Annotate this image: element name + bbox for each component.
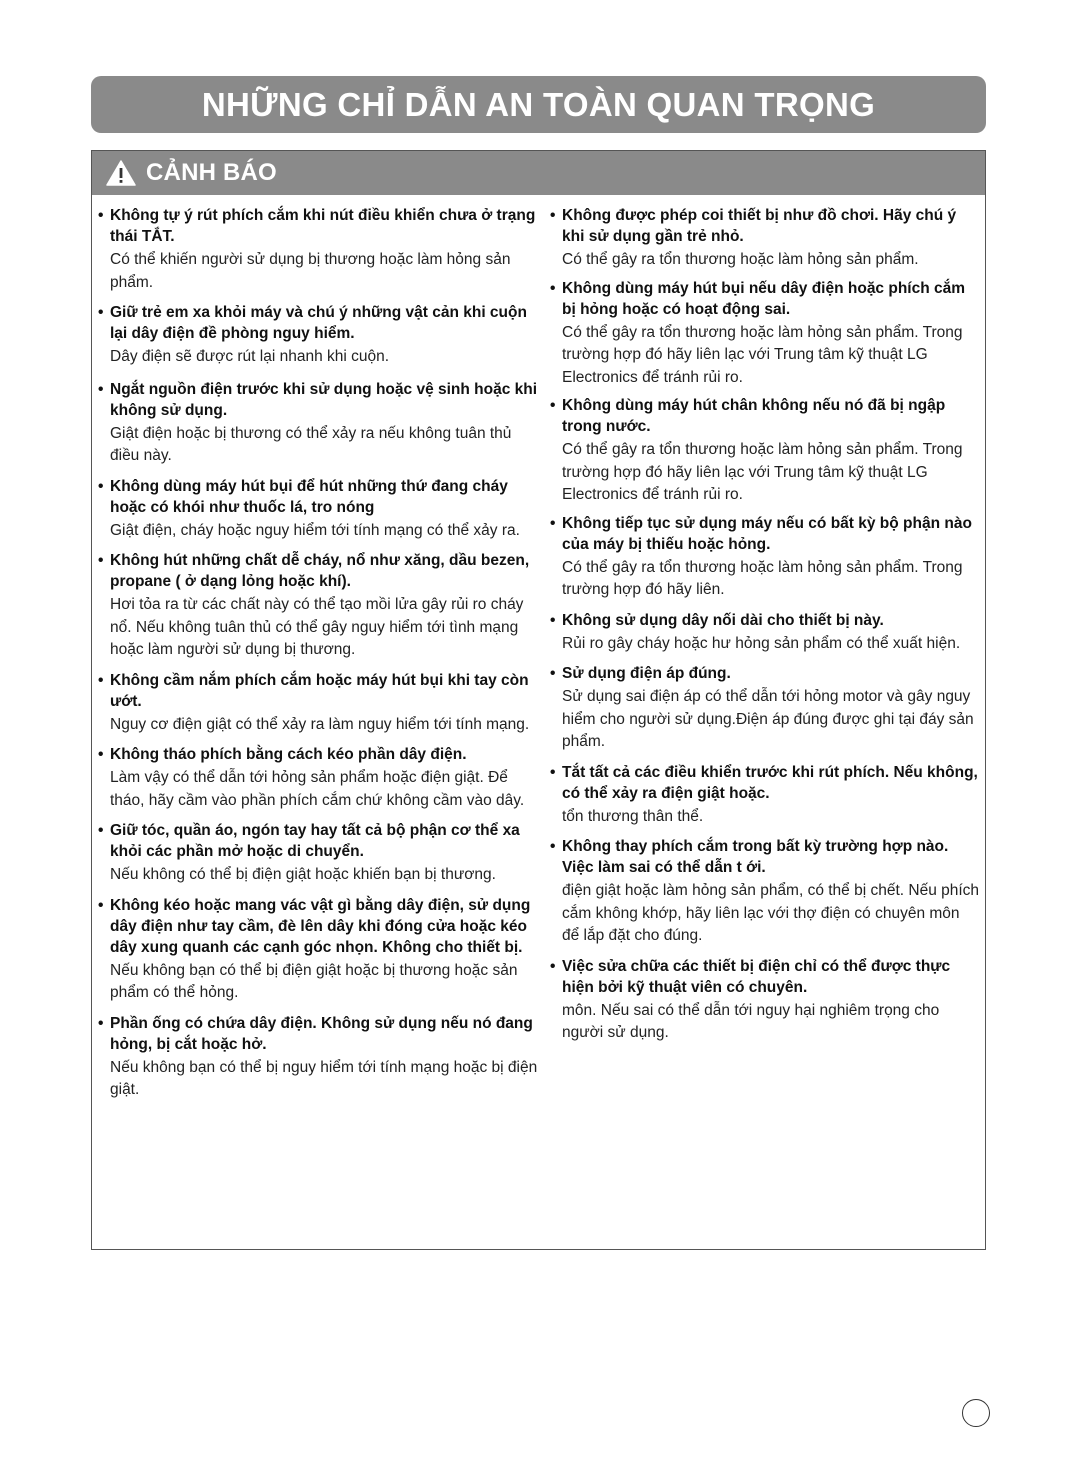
warning-item (98, 744, 538, 812)
warning-item (550, 836, 980, 948)
warning-item-text: Hơi tỏa ra từ các chất này có thể tạo mồi lửa gây rủi ro cháy nổ. Nếu không tuân thủ có thể gây nguy hiểm tới tình mạng hoặc làm người sử dụng bị thương. (110, 596, 524, 658)
warning-item-text: Giật điện, cháy hoặc nguy hiểm tới tính mạng có thể xảy ra. (110, 521, 520, 539)
warning-item (98, 820, 538, 887)
warning-item (98, 302, 538, 369)
warning-item (550, 610, 980, 656)
page-title: NHỮNG CHỈ DẪN AN TOÀN QUAN TRỌNG (201, 85, 876, 123)
right-column (550, 205, 980, 1045)
warning-item (98, 205, 538, 294)
warning-item-heading: • Không tự ý rút phích cắm khi nút điều khiển chưa ở trạng thái TẮT. (98, 205, 538, 247)
warning-item (550, 663, 980, 754)
warning-item-text: Giật điện hoặc bị thương có thể xảy ra nếu không tuân thủ điều này. (110, 424, 512, 464)
warning-item (550, 395, 980, 507)
warning-item (98, 476, 538, 543)
warning-item-heading: • Không tiếp tục sử dụng máy nếu có bất kỳ bộ phận nào của máy bị thiếu hoặc hỏng. (550, 513, 980, 555)
warning-item-text: Nếu không có thể bị điện giật hoặc khiến bạn bị thương. (110, 866, 496, 883)
page-title-bar (91, 76, 986, 133)
warning-item-heading: • Không sử dụng dây nối dài cho thiết bị này. (550, 610, 980, 631)
warning-item-text: điện giật hoặc làm hỏng sản phẩm, có thể bị chết. Nếu phích cắm không khớp, hãy liên lạc với thợ điện có chuyên môn để lắp đặt cho đúng. (562, 882, 980, 944)
warning-item-heading: • Giữ tóc, quần áo, ngón tay hay tất cả bộ phận cơ thể xa khỏi các phần mở hoặc di chuyển. (98, 820, 538, 862)
warning-item-heading: • Không tháo phích bằng cách kéo phần dây điện. (98, 744, 538, 765)
warning-item (550, 513, 980, 602)
warning-item-text: Có thể gây ra tổn thương hoặc làm hỏng sản phẩm. (562, 251, 919, 268)
warning-item-heading: • Giữ trẻ em xa khỏi máy và chú ý những vật cản khi cuộn lại dây điện đề phòng nguy hiểm. (98, 302, 538, 344)
warning-item-heading: • Không cầm nắm phích cắm hoặc máy hút bụi khi tay còn ướt. (98, 670, 538, 712)
warning-item-text: Nếu không bạn có thể bị điện giật hoặc bị thương hoặc sản phẩm có thể hỏng. (110, 961, 518, 1001)
warning-item (98, 895, 538, 1005)
warning-item-heading: • Không dùng máy hút bụi để hút những thứ đang cháy hoặc có khói như thuốc lá, tro nóng (98, 476, 538, 518)
warning-header (92, 151, 985, 195)
warning-item-heading: • Việc sửa chữa các thiết bị điện chỉ có thể được thực hiện bởi kỹ thuật viên có chuyên. (550, 956, 980, 998)
warning-item-text: tổn thương thân thể. (562, 807, 704, 825)
warning-item (550, 205, 980, 272)
warning-item-heading: • Không dùng máy hút chân không nếu nó đã bị ngập trong nước. (550, 395, 980, 437)
warning-item (98, 550, 538, 662)
warning-item-heading: • Không được phép coi thiết bị như đồ chơi. Hãy chú ý khi sử dụng gần trẻ nhỏ. (550, 205, 980, 247)
warning-item (550, 278, 980, 390)
left-column (98, 205, 538, 1102)
warning-item-text: Có thể gây ra tổn thương hoặc làm hỏng sản phẩm. Trong trường hợp đó hãy liên lạc với Trung tâm kỹ thuật LG Electronics để tránh rủi ro. (562, 441, 963, 503)
warning-item-text: môn. Nếu sai có thể dẫn tới nguy hại nghiêm trọng cho người sử dụng. (562, 1001, 940, 1041)
warning-item (550, 762, 980, 829)
warning-item-heading: • Không thay phích cắm trong bất kỳ trường hợp nào. Việc làm sai có thể dẫn t ới. (550, 836, 980, 878)
warning-item-text: Nếu không bạn có thể bị nguy hiểm tới tính mạng hoặc bị điện giật. (110, 1058, 538, 1098)
warning-label: CẢNH BÁO (146, 159, 277, 186)
warning-item-text: Dây điện sẽ được rút lại nhanh khi cuộn. (110, 348, 390, 365)
warning-item-heading: • Phần ống có chứa dây điện. Không sử dụng nếu nó đang hỏng, bị cắt hoặc hở. (98, 1013, 538, 1055)
warning-item (98, 670, 538, 737)
warning-item-heading: • Sử dụng điện áp đúng. (550, 663, 980, 684)
warning-item-text: Làm vậy có thể dẫn tới hỏng sản phẩm hoặc điện giật. Để tháo, hãy cầm vào phần phích cắm chứ không cầm vào dây. (110, 769, 525, 809)
page-number-circle (962, 1399, 990, 1427)
warning-item-text: Nguy cơ điện giật có thể xảy ra làm nguy hiểm tới tính mạng. (110, 715, 530, 733)
warning-item-text: Có thể gây ra tổn thương hoặc làm hỏng sản phẩm. Trong trường hợp đó hãy liên lạc với Trung tâm kỹ thuật LG Electronics để tránh rủi ro. (562, 323, 963, 386)
warning-item-heading: • Tắt tất cả các điều khiển trước khi rút phích. Nếu không, có thể xảy ra điện giật hoặc. (550, 762, 980, 804)
warning-item (550, 956, 980, 1045)
warning-triangle-icon (106, 160, 136, 186)
warning-item-text: Sử dụng sai điện áp có thể dẫn tới hỏng motor và gây nguy hiểm cho người sử dụng.Điện áp đúng được ghi tại đáy sản phẩm. (562, 688, 974, 750)
warning-item (98, 379, 538, 468)
warning-item-heading: • Không hút những chất dễ cháy, nổ như xăng, dầu bezen, propane ( ở dạng lỏng hoặc khí). (98, 550, 538, 592)
warning-item-text: Có thể gây ra tổn thương hoặc làm hỏng sản phẩm. Trong trường hợp đó hãy liên. (562, 558, 963, 598)
warning-item-heading: • Không dùng máy hút bụi nếu dây điện hoặc phích cắm bị hỏng hoặc có hoạt động sai. (550, 278, 980, 320)
warning-item-text: Rủi ro gây cháy hoặc hư hỏng sản phẩm có thể xuất hiện. (562, 634, 961, 652)
warning-item-heading: • Ngắt nguồn điện trước khi sử dụng hoặc vệ sinh hoặc khi không sử dụng. (98, 379, 538, 421)
warning-item (98, 1013, 538, 1102)
warning-item-text: Có thể khiến người sử dụng bị thương hoặc làm hỏng sản phẩm. (110, 251, 511, 291)
warning-section (91, 150, 986, 1250)
warning-item-heading: • Không kéo hoặc mang vác vật gì bằng dây điện, sử dụng dây điện như tay cầm, đè lên dây khi đóng cửa hoặc kéo dây xung quanh các cạnh góc nhọn. Không cho thiết bị. (98, 895, 538, 958)
